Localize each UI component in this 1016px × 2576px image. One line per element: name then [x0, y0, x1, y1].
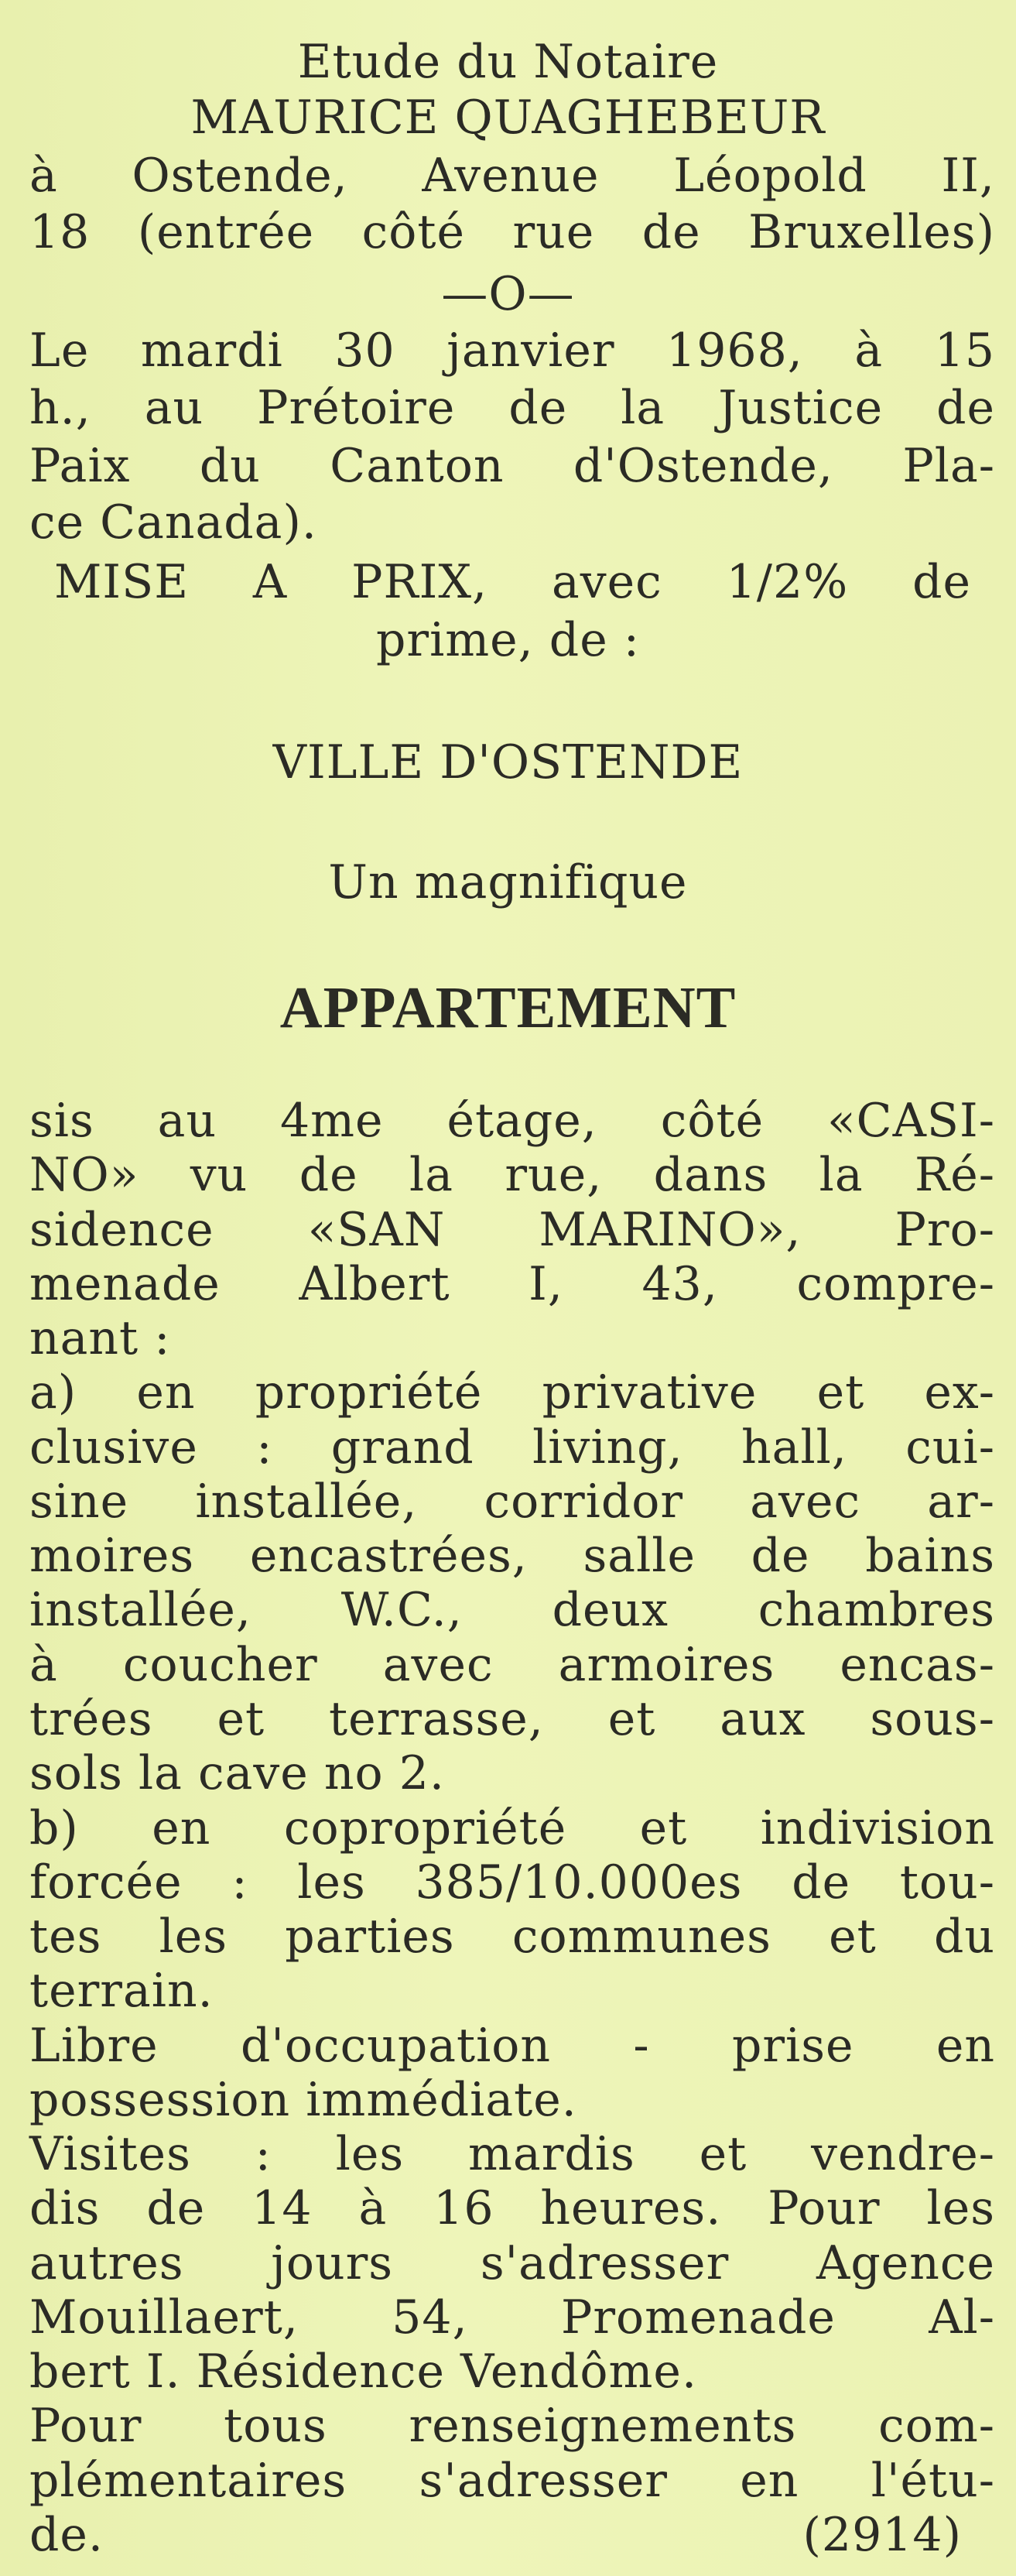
intro-text: Un magnifique — [328, 855, 688, 909]
body-line: menade Albert I, 43, compre- — [29, 1257, 995, 1311]
body-line: Pour tous renseignements com- — [29, 2399, 995, 2453]
sale-info-line-2: h., au Prétoire de la Justice de — [29, 381, 995, 435]
city-heading: VILLE D'OSTENDE — [272, 735, 744, 790]
body-line: à coucher avec armoires encas- — [29, 1638, 995, 1692]
body-line: dis de 14 à 16 heures. Pour les — [29, 2181, 995, 2235]
sale-info-line-4: ce Canada). — [29, 495, 317, 550]
body-line: plémentaires s'adresser en l'étu- — [29, 2454, 995, 2508]
body-line: terrain. — [29, 1964, 214, 2018]
notary-name: MAURICE QUAGHEBEUR — [190, 91, 826, 145]
body-line: a) en propriété privative et ex- — [29, 1365, 995, 1420]
body-line: sine installée, corridor avec ar- — [29, 1475, 995, 1529]
separator: —O— — [441, 267, 575, 321]
body-line: NO» vu de la rue, dans la Ré- — [29, 1148, 995, 1202]
sale-info-line-1: Le mardi 30 janvier 1968, à 15 — [29, 324, 995, 378]
body-line: bert I. Résidence Vendôme. — [29, 2345, 698, 2399]
notary-office-line: Etude du Notaire — [297, 35, 719, 89]
body-line: Libre d'occupation - prise en — [29, 2019, 995, 2073]
body-line: autres jours s'adresser Agence — [29, 2236, 995, 2290]
sale-info-line-6: prime, de : — [375, 613, 641, 667]
notary-address-line-1: à Ostende, Avenue Léopold II, — [29, 149, 995, 203]
body-line: nant : — [29, 1311, 171, 1365]
reference-number: (2914) — [802, 2508, 962, 2562]
body-line: sols la cave no 2. — [29, 1746, 445, 1800]
body-line: sis au 4me étage, côté «CASI- — [29, 1094, 995, 1148]
title-heading: APPARTEMENT — [279, 975, 737, 1040]
body-line: forcée : les 385/10.000es de tou- — [29, 1855, 995, 1910]
body-line: installée, W.C., deux chambres — [29, 1583, 995, 1637]
body-line: Mouillaert, 54, Promenade Al- — [29, 2290, 995, 2345]
body-line: clusive : grand living, hall, cui- — [29, 1420, 995, 1475]
body-line: b) en copropriété et indivision — [29, 1801, 995, 1855]
notary-address-line-2: 18 (entrée côté rue de Bruxelles) — [29, 205, 995, 259]
body-line: Visites : les mardis et vendre- — [29, 2127, 995, 2181]
body-line: de. — [29, 2508, 104, 2562]
sale-info-line-3: Paix du Canton d'Ostende, Pla- — [29, 439, 995, 493]
sale-info-line-5: MISE A PRIX, avec 1/2% de — [54, 555, 971, 609]
body-line: moires encastrées, salle de bains — [29, 1529, 995, 1583]
body-line: possession immédiate. — [29, 2073, 577, 2127]
body-line: sidence «SAN MARINO», Pro- — [29, 1203, 995, 1257]
body-line: trées et terrasse, et aux sous- — [29, 1692, 995, 1746]
body-line: tes les parties communes et du — [29, 1910, 995, 1964]
